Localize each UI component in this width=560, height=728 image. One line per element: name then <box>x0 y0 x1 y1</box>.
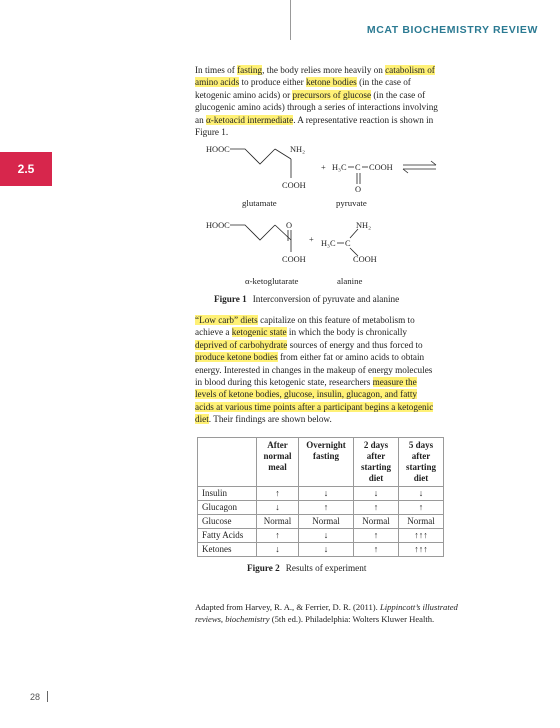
glutamate-hooc: HOOC <box>206 145 230 154</box>
table-cell: ↑ <box>257 529 299 543</box>
table-cell: ↓ <box>399 487 444 501</box>
row-label: Glucagon <box>198 501 257 515</box>
citation-text: Adapted from Harvey, R. A., & Ferrier, D. R. (2011). <box>195 602 380 612</box>
source-citation <box>195 602 485 625</box>
page-number-divider <box>47 691 48 702</box>
plus-sign: + <box>321 163 326 172</box>
text-run: sources of energy and thus forced to <box>287 339 423 350</box>
table-row <box>198 515 444 529</box>
text-run: to produce either <box>239 77 306 88</box>
akg-label: α-ketoglutarate <box>245 276 299 286</box>
figure1-caption-text: Interconversion of pyruvate and alanine <box>252 294 400 304</box>
glutamate-label: glutamate <box>242 198 277 208</box>
pyruvate-c1: C <box>355 163 361 172</box>
table-cell: ↑ <box>354 529 399 543</box>
glutamate-cooh: COOH <box>282 181 306 190</box>
forward-arrowhead <box>431 161 436 165</box>
paragraph-fasting <box>195 64 443 138</box>
alanine-h3c: H₃C <box>321 239 336 248</box>
row-label: Insulin <box>198 487 257 501</box>
plus-sign: + <box>309 235 314 244</box>
table-cell: ↓ <box>354 487 399 501</box>
citation-text: (5th ed.). Philadelphia: Wolters Kluwer Health. <box>269 613 435 624</box>
running-header: MCAT BIOCHEMISTRY REVIEW <box>366 24 538 36</box>
table-cell: Normal <box>299 515 354 529</box>
table-corner-cell <box>198 438 257 487</box>
alanine-cooh: COOH <box>353 255 377 264</box>
table-cell: ↓ <box>299 529 354 543</box>
text-run: from either fat or amino acids to obtain energy. Interested in changes in the makeup of energy molecules in blood during this ketogenic state, researchers <box>195 352 433 388</box>
column-header: After normal meal <box>257 438 299 487</box>
akg-chain <box>230 225 275 240</box>
table-cell: Normal <box>257 515 299 529</box>
table-cell: ↑ <box>354 501 399 515</box>
highlight: catabolism of amino acids <box>195 65 435 88</box>
highlight: measure the levels of ketone bodies, glucose, insulin, glucagon, and fatty acids at various time points after a participant begins a ketogenic diet <box>195 377 434 425</box>
highlight: precursors of glucose <box>292 89 372 100</box>
table-cell: ↓ <box>299 487 354 501</box>
highlight: ketone bodies <box>305 77 357 88</box>
pyruvate-o: O <box>355 185 362 194</box>
column-header: 2 days after starting diet <box>354 438 399 487</box>
column-header: 5 days after starting diet <box>399 438 444 487</box>
paragraph-low-carb <box>195 314 435 426</box>
table-cell: ↑ <box>299 501 354 515</box>
table-row <box>198 529 444 543</box>
row-label: Glucose <box>198 515 257 529</box>
highlight: ketogenic state <box>231 327 287 338</box>
table-row <box>198 501 444 515</box>
highlight: “Low carb” diets <box>195 315 258 325</box>
header-divider <box>290 0 291 40</box>
alanine-label: alanine <box>337 276 363 286</box>
row-label: Ketones <box>198 543 257 557</box>
glutamate-bond <box>275 149 291 159</box>
highlight: fasting <box>237 65 263 75</box>
table-row <box>198 487 444 501</box>
table-cell: Normal <box>399 515 444 529</box>
text-run: . A representative reaction is shown in Figure 1. <box>195 114 434 138</box>
text-run: in which the body is chronically <box>286 327 408 338</box>
akg-hooc: HOOC <box>206 221 230 230</box>
pyruvate-cooh: COOH <box>369 163 393 172</box>
akg-cooh: COOH <box>282 255 306 264</box>
text-run: (in the case of ketogenic amino acids) or <box>195 77 411 100</box>
text-run: (in the case of glucogenic amino acids) through a series of interactions involving an <box>195 89 438 125</box>
glutamate-nh2: NH₂ <box>290 145 306 154</box>
table-cell: ↓ <box>299 543 354 557</box>
text-run: In times of <box>195 65 238 75</box>
section-tab: 2.5 <box>0 152 52 186</box>
text-run: capitalize on this feature of metabolism to achieve a <box>195 315 415 338</box>
reverse-arrowhead <box>403 169 408 173</box>
alanine-bond <box>350 229 358 238</box>
table-cell: ↓ <box>257 543 299 557</box>
alanine-c: C <box>345 239 351 248</box>
table-cell: ↑↑↑ <box>399 529 444 543</box>
table-cell: Normal <box>354 515 399 529</box>
akg-o: O <box>286 221 293 230</box>
figure1-reaction-diagram <box>190 140 450 290</box>
pyruvate-h3c: H₃C <box>332 163 347 172</box>
citation-title: Lippincott’s illustrated reviews, biochemistry <box>195 602 458 624</box>
table-cell: ↓ <box>257 501 299 515</box>
glutamate-chain <box>230 149 275 164</box>
figure2-caption <box>247 563 366 573</box>
results-table-container <box>197 437 444 557</box>
figure2-caption-text: Results of experiment <box>285 563 367 573</box>
table-cell: ↑ <box>399 501 444 515</box>
highlight: α-ketoacid intermediate <box>205 114 294 125</box>
table-header-row <box>198 438 444 487</box>
column-header: Overnight fasting <box>299 438 354 487</box>
figure2-label: Figure 2 <box>247 563 280 573</box>
table-cell: ↑ <box>257 487 299 501</box>
highlight: deprived of carbohydrate <box>195 339 288 350</box>
page-number: 28 <box>30 692 41 702</box>
row-label: Fatty Acids <box>198 529 257 543</box>
figure1-caption <box>214 294 399 304</box>
table-cell: ↑↑↑ <box>399 543 444 557</box>
highlight: produce ketone bodies <box>195 352 278 363</box>
alanine-nh2: NH₂ <box>356 221 372 230</box>
table-cell: ↑ <box>354 543 399 557</box>
text-run: . Their findings are shown below. <box>208 414 332 425</box>
figure1-label: Figure 1 <box>214 294 247 304</box>
pyruvate-label: pyruvate <box>336 198 367 208</box>
table-row <box>198 543 444 557</box>
results-table <box>197 437 444 557</box>
text-run: , the body relies more heavily on <box>262 65 386 75</box>
